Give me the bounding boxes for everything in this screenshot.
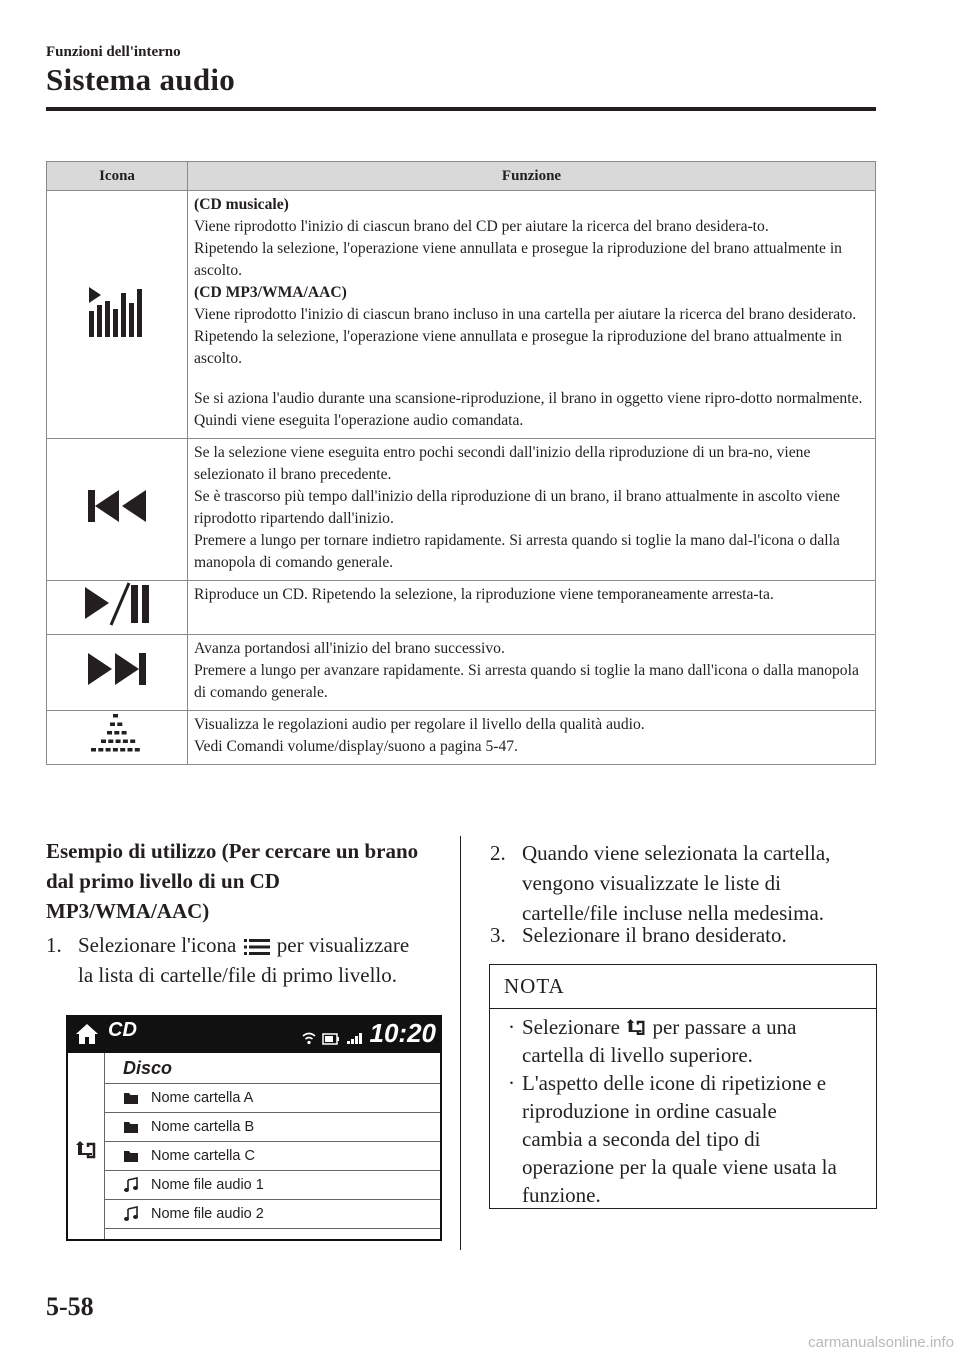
list-item[interactable]: [105, 1200, 440, 1229]
note-text-line2: cartella di livello superiore.: [522, 1043, 753, 1067]
function-cell: [188, 191, 876, 439]
list-item-label: Nome cartella C: [151, 1148, 255, 1164]
step-1: [46, 930, 446, 990]
watermark: carmanualsonline.info: [808, 1334, 954, 1351]
icon-cell: [47, 191, 188, 439]
list-item-label: Nome cartella A: [151, 1090, 254, 1106]
header-icon: Icona: [47, 162, 188, 191]
function-text: Ripetendo la selezione, l'operazione viene annullata e prosegue la riproduzione del brano attualmente in ascolto.: [194, 328, 842, 367]
icon-cell: [47, 581, 188, 635]
step-text-line1: Quando viene selezionata la cartella,: [522, 841, 831, 865]
page-number: 5-58: [46, 1292, 94, 1321]
note-text-part: Selezionare: [522, 1015, 620, 1039]
function-cell: [188, 439, 876, 581]
bullet: ·: [508, 1015, 515, 1039]
table-row: [47, 711, 876, 765]
function-text: Se la selezione viene eseguita entro pochi secondi dall'inizio della riproduzione di un bra-no, viene selezionato il brano precedente.: [194, 444, 811, 483]
step-2: [490, 838, 876, 928]
screen-list-title: Disco: [105, 1053, 440, 1084]
function-text: Se è trascorso più tempo dall'inizio della riproduzione di un brano, il brano attualmente in ascolto viene riprodotto ripartendo dall'inizio.: [194, 488, 840, 527]
step-number: 3.: [490, 923, 506, 947]
step-text-part: Selezionare l'icona: [78, 933, 237, 957]
step-text-line1: Selezionare il brano desiderato.: [522, 923, 787, 947]
list-item[interactable]: [105, 1171, 440, 1200]
table-header-row: [47, 162, 876, 191]
folder-icon: [123, 1119, 139, 1135]
scan-icon: [87, 285, 147, 337]
function-text: Premere a lungo per avanzare rapidamente. Si arresta quando si toglie la mano dall'icona o dalla manopola di comando generale.: [194, 662, 859, 701]
list-item-label: Nome file audio 2: [151, 1206, 264, 1222]
screen-status-bar: [66, 1015, 442, 1053]
function-cell: [188, 711, 876, 765]
note-text-line5: funzione.: [522, 1183, 601, 1207]
function-cell: [188, 635, 876, 711]
battery-icon: [322, 1033, 340, 1045]
function-text: Ripetendo la selezione, l'operazione viene annullata e prosegue la riproduzione del brano attualmente in ascolto.: [194, 240, 842, 279]
note-text-line1: [522, 1015, 796, 1039]
list-item-label: Nome cartella B: [151, 1119, 255, 1135]
section-label: Funzioni dell'interno: [46, 44, 181, 60]
note-text-line1: L'aspetto delle icone di ripetizione e: [522, 1071, 827, 1095]
function-text: Premere a lungo per tornare indietro rapidamente. Si arresta quando si toglie la mano dal-l'icona o dalla manopola di comando generale.: [194, 532, 840, 571]
folder-up-icon[interactable]: [74, 1139, 98, 1159]
list-item[interactable]: [105, 1142, 440, 1171]
screen-list: [105, 1053, 440, 1257]
icon-cell: [47, 711, 188, 765]
folder-icon: [123, 1090, 139, 1106]
screen-source: CD: [108, 1019, 137, 1041]
function-text: (CD musicale): [194, 196, 289, 213]
function-text: Viene riprodotto l'inizio di ciascun brano incluso in una cartella per aiutare la ricerca del brano desiderato.: [194, 306, 857, 323]
table-row: [47, 581, 876, 635]
music-note-icon: [123, 1206, 139, 1222]
table-row: [47, 635, 876, 711]
screen-sidebar: [68, 1053, 105, 1239]
step-3: [490, 920, 876, 950]
next-track-icon: [86, 651, 148, 687]
step-text: [78, 930, 409, 960]
step-text-line2: la lista di cartelle/file di primo livello.: [78, 963, 397, 987]
step-text-part: per visualizzare: [276, 933, 410, 957]
function-text: Vedi Comandi volume/display/suono a pagina 5-47.: [194, 738, 518, 755]
function-cell: [188, 581, 876, 635]
function-text: Riproduce un CD. Ripetendo la selezione, la riproduzione viene temporaneamente arresta-ta.: [194, 586, 774, 603]
note-item-1: [508, 1013, 862, 1069]
step-number: 1.: [46, 933, 62, 957]
title-rule: [46, 107, 876, 111]
empty-list-row: [105, 1229, 440, 1257]
wifi-icon: [302, 1031, 316, 1045]
note-box: [489, 964, 877, 1209]
bullet: ·: [508, 1071, 515, 1095]
play-pause-icon: [83, 581, 151, 627]
function-text: Avanza portandosi all'inizio del brano successivo.: [194, 640, 505, 657]
note-text-line4: operazione per la quale viene usata la: [522, 1155, 837, 1179]
screen-clock: 10:20: [369, 1018, 436, 1048]
step-text-line2: vengono visualizzate le liste di: [522, 871, 781, 895]
list-icon: [244, 937, 270, 957]
note-text-line2: riproduzione in ordine casuale: [522, 1099, 777, 1123]
example-title: Esempio di utilizzo (Per cercare un brano dal primo livello di un CD MP3/WMA/AAC): [46, 839, 419, 923]
function-text: Visualizza le regolazioni audio per regolare il livello della qualità audio.: [194, 716, 645, 733]
header-function: Funzione: [188, 162, 876, 191]
folder-up-icon: [625, 1017, 647, 1036]
table-row: [47, 439, 876, 581]
list-item[interactable]: [105, 1113, 440, 1142]
note-item-2: [508, 1069, 862, 1209]
function-text: Se si aziona l'audio durante una scansione-riproduzione, il brano in oggetto viene ripro-dotto normalmente. Quindi viene eseguita l'operazione audio comandata.: [194, 390, 863, 429]
page-title: Sistema audio: [46, 62, 236, 97]
screen-body: [68, 1053, 440, 1239]
column-divider: [460, 836, 461, 1250]
function-text: (CD MP3/WMA/AAC): [194, 284, 347, 301]
function-table: [46, 161, 876, 765]
note-title: NOTA: [490, 965, 876, 1009]
icon-cell: [47, 439, 188, 581]
note-text-part: per passare a una: [652, 1015, 797, 1039]
signal-icon: [346, 1031, 364, 1045]
previous-track-icon: [86, 488, 148, 524]
table-row: [47, 191, 876, 439]
music-note-icon: [123, 1177, 139, 1193]
folder-icon: [123, 1148, 139, 1164]
step-number: 2.: [490, 841, 506, 865]
audio-settings-icon: [89, 712, 145, 756]
step-text-line3: cartelle/file incluse nella medesima.: [522, 901, 825, 925]
home-icon[interactable]: [75, 1023, 99, 1045]
display-screen: [66, 1015, 442, 1241]
function-text: Viene riprodotto l'inizio di ciascun brano del CD per aiutare la ricerca del brano desidera-to.: [194, 218, 769, 235]
list-item[interactable]: [105, 1084, 440, 1113]
note-text-line3: cambia a seconda del tipo di: [522, 1127, 761, 1151]
list-item-label: Nome file audio 1: [151, 1177, 264, 1193]
icon-cell: [47, 635, 188, 711]
